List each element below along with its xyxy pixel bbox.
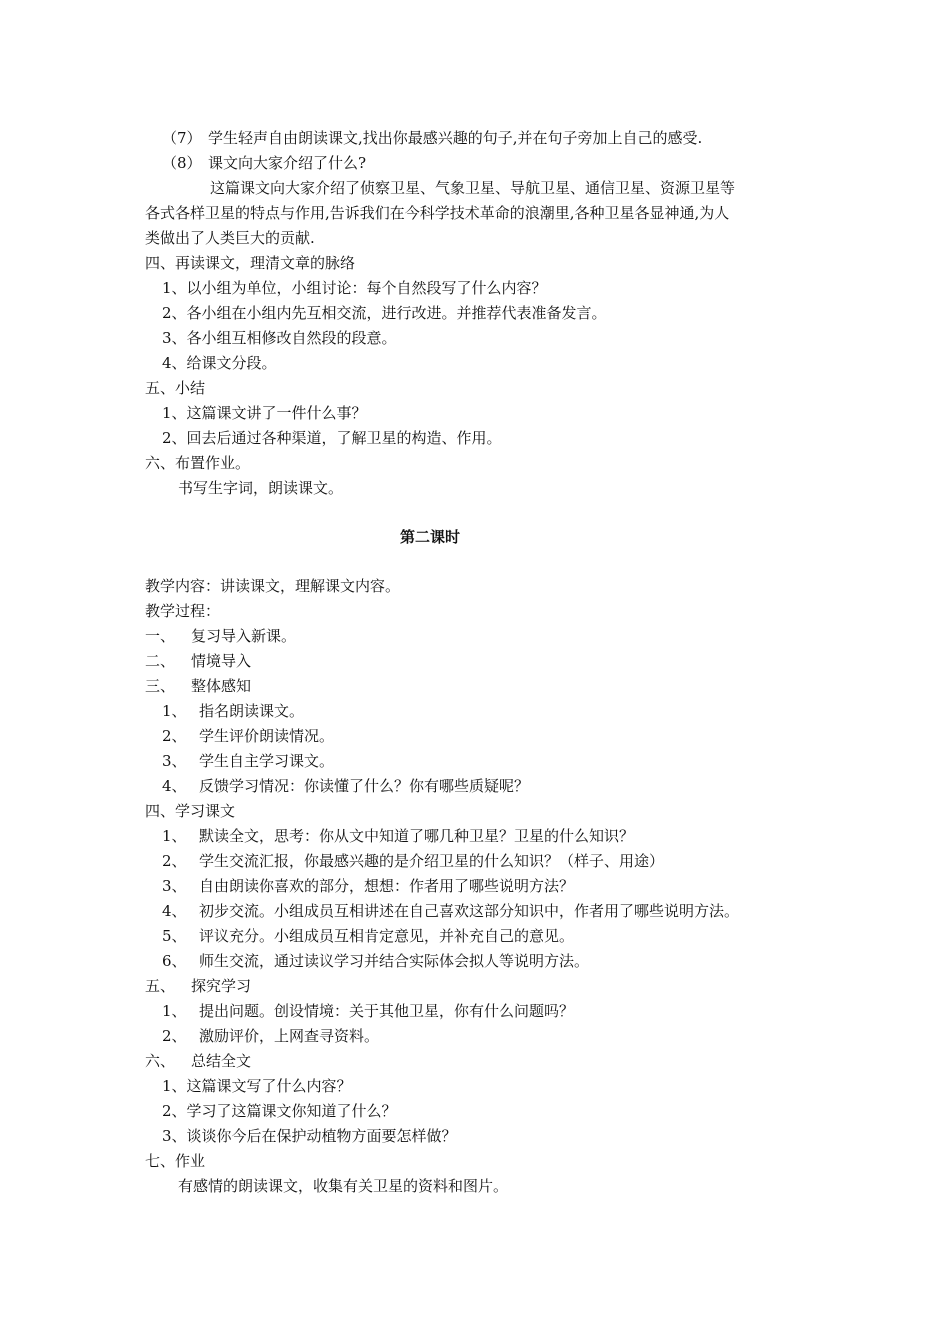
- list-item: 3、 自由朗读你喜欢的部分，想想：作者用了哪些说明方法？: [162, 877, 575, 895]
- list-item: 4、 初步交流。小组成员互相讲述在自己喜欢这部分知识中，作者用了哪些说明方法。: [162, 902, 740, 920]
- list-item: 2、回去后通过各种渠道，了解卫星的构造、作用。: [162, 429, 502, 447]
- list-item: 2、 激励评价，上网查寻资料。: [162, 1027, 380, 1045]
- list-item: 4、给课文分段。: [162, 354, 277, 372]
- step-6: 六、 总结全文: [145, 1052, 252, 1070]
- list-item: 2、各小组在小组内先互相交流，进行改进。并推荐代表准备发言。: [162, 304, 607, 322]
- step-1: 一、 复习导入新课。: [145, 627, 297, 645]
- section-7-heading: 七、作业: [145, 1152, 206, 1170]
- list-item: 2、学习了这篇课文你知道了什么？: [162, 1102, 397, 1120]
- teaching-process-label: 教学过程：: [145, 602, 221, 620]
- list-item: 3、谈谈你今后在保护动植物方面要怎样做？: [162, 1127, 457, 1145]
- list-item: 2、 学生评价朗读情况。: [162, 727, 335, 745]
- step-7: （7） 学生轻声自由朗读课文,找出你最感兴趣的句子,并在句子旁加上自己的感受.: [162, 129, 703, 147]
- answer-paragraph-line-2: 各式各样卫星的特点与作用,告诉我们在今科学技术革命的浪潮里,各种卫星各显神通,为人: [145, 204, 730, 222]
- step-5: 五、 探究学习: [145, 977, 252, 995]
- step-3: 三、 整体感知: [145, 677, 252, 695]
- homework-text: 有感情的朗读课文，收集有关卫星的资料和图片。: [178, 1177, 509, 1195]
- step-8: （8） 课文向大家介绍了什么?: [162, 154, 367, 172]
- list-item: 1、这篇课文写了什么内容？: [162, 1077, 352, 1095]
- list-item: 2、 学生交流汇报，你最感兴趣的是介绍卫星的什么知识？（样子、用途）: [162, 852, 665, 870]
- step-2: 二、 情境导入: [145, 652, 252, 670]
- list-item: 5、 评议充分。小组成员互相肯定意见，并补充自己的意见。: [162, 927, 575, 945]
- list-item: 1、以小组为单位，小组讨论：每个自然段写了什么内容？: [162, 279, 547, 297]
- list-item: 1、这篇课文讲了一件什么事？: [162, 404, 367, 422]
- teaching-content: 教学内容：讲读课文，理解课文内容。: [145, 577, 401, 595]
- list-item: 3、各小组互相修改自然段的段意。: [162, 329, 397, 347]
- list-item: 3、 学生自主学习课文。: [162, 752, 335, 770]
- answer-paragraph-line-1: 这篇课文向大家介绍了侦察卫星、气象卫星、导航卫星、通信卫星、资源卫星等: [210, 179, 736, 197]
- section-4-heading: 四、再读课文，理清文章的脉络: [145, 254, 356, 272]
- answer-paragraph-line-3: 类做出了人类巨大的贡献.: [145, 229, 315, 247]
- list-item: 1、 指名朗读课文。: [162, 702, 305, 720]
- list-item: 1、 默读全文，思考：你从文中知道了哪几种卫星？卫星的什么知识？: [162, 827, 635, 845]
- homework-text: 书写生字词，朗读课文。: [178, 479, 344, 497]
- section-4-heading: 四、学习课文: [145, 802, 236, 820]
- lesson-heading: 第二课时: [399, 528, 460, 546]
- list-item: 4、 反馈学习情况：你读懂了什么？你有哪些质疑呢？: [162, 777, 530, 795]
- section-5-heading: 五、小结: [145, 379, 206, 397]
- list-item: 6、 师生交流，通过读议学习并结合实际体会拟人等说明方法。: [162, 952, 590, 970]
- section-6-heading: 六、布置作业。: [145, 454, 251, 472]
- list-item: 1、 提出问题。创设情境：关于其他卫星，你有什么问题吗？: [162, 1002, 575, 1020]
